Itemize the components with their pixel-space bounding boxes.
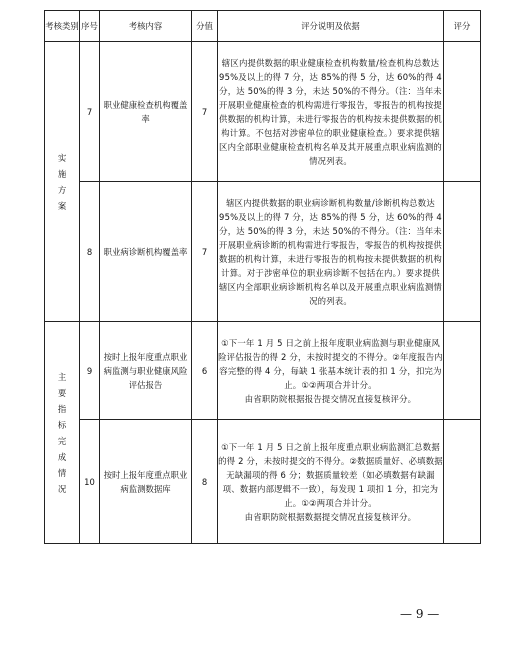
- row-content: 按时上报年度重点职业病监测与职业健康风险评估报告: [100, 322, 192, 420]
- row-score[interactable]: [444, 420, 481, 544]
- row-criteria: ①下一年 1 月 5 日之前上报年度重点职业病监测汇总数据的得 2 分，未按时提交的不得分。②数据质量好、必填数据无缺漏项的得 6 分；数据质量较差（如必填数据有缺漏项、数据内部逻辑不一致），每发现 1 项扣 1 分，扣完为止。①②两项合并计分。 由省职防院根据数据提交情况直接复核评分。: [218, 420, 444, 544]
- table-row: [45, 322, 481, 420]
- row-criteria: 辖区内提供数据的职业健康检查机构数量/检查机构总数达 95%及以上的得 7 分，达 85%的得 5 分，达 60%的得 4 分，达 50%的得 3 分，未达 50%的不得分。（注：当年未开展职业健康检查的机构需进行零报告，零报告的机构按提供数据的机构计算，未进行零报告的机构按未提供数据的机构计算。不包括对涉密单位的职业健康检查。）要求提供辖区内全部职业健康检查机构名单及其开展重点职业病监测的情况列表。: [218, 42, 444, 182]
- table-row: [45, 182, 481, 322]
- header-points: 分值: [192, 11, 218, 42]
- row-content: 职业病诊断机构覆盖率: [100, 182, 192, 322]
- row-content: 职业健康检查机构覆盖率: [100, 42, 192, 182]
- row-points: 6: [192, 322, 218, 420]
- header-criteria: 评分说明及依据: [218, 11, 444, 42]
- table-row: [45, 42, 481, 182]
- row-criteria: ①下一年 1 月 5 日之前上报年度职业病监测与职业健康风险评估报告的得 2 分，未按时提交的不得分。②年度报告内容完整的得 4 分，每缺 1 张基本统计表的扣 1 分，扣完为止。①②两项合并计分。 由省职防院根据报告提交情况直接复核评分。: [218, 322, 444, 420]
- category-label: 实施方案: [57, 152, 67, 211]
- row-score[interactable]: [444, 322, 481, 420]
- assessment-table: [44, 10, 481, 544]
- row-criteria: 辖区内提供数据的职业病诊断机构数量/诊断机构总数达 95%及以上的得 7 分，达 85%的得 5 分，达 60%的得 4 分，达 50%的得 3 分，未达 50%的不得分。（注：当年未开展职业病诊断的机构需进行零报告，零报告的机构按提供数据的机构计算，未进行零报告的机构按未提供数据的机构计算。对于涉密单位的职业病诊断不包括在内。）要求提供辖区内全部职业病诊断机构名单以及开展重点职业病监测情况的列表。: [218, 182, 444, 322]
- table-row: [45, 420, 481, 544]
- header-number: 序号: [80, 11, 100, 42]
- category-cell: [45, 42, 80, 322]
- page-number: — 9 —: [400, 607, 440, 621]
- category-label: 主要指标完成情况: [57, 371, 67, 494]
- header-category: 考核类别: [45, 11, 80, 42]
- row-content: 按时上报年度重点职业病监测数据库: [100, 420, 192, 544]
- header-content: 考核内容: [100, 11, 192, 42]
- row-points: 7: [192, 182, 218, 322]
- row-number: 8: [80, 182, 100, 322]
- row-score[interactable]: [444, 182, 481, 322]
- row-number: 9: [80, 322, 100, 420]
- row-points: 7: [192, 42, 218, 182]
- row-score[interactable]: [444, 42, 481, 182]
- table-header-row: [45, 11, 481, 42]
- header-score: 评分: [444, 11, 481, 42]
- row-points: 8: [192, 420, 218, 544]
- row-number: 10: [80, 420, 100, 544]
- category-cell: [45, 322, 80, 544]
- row-number: 7: [80, 42, 100, 182]
